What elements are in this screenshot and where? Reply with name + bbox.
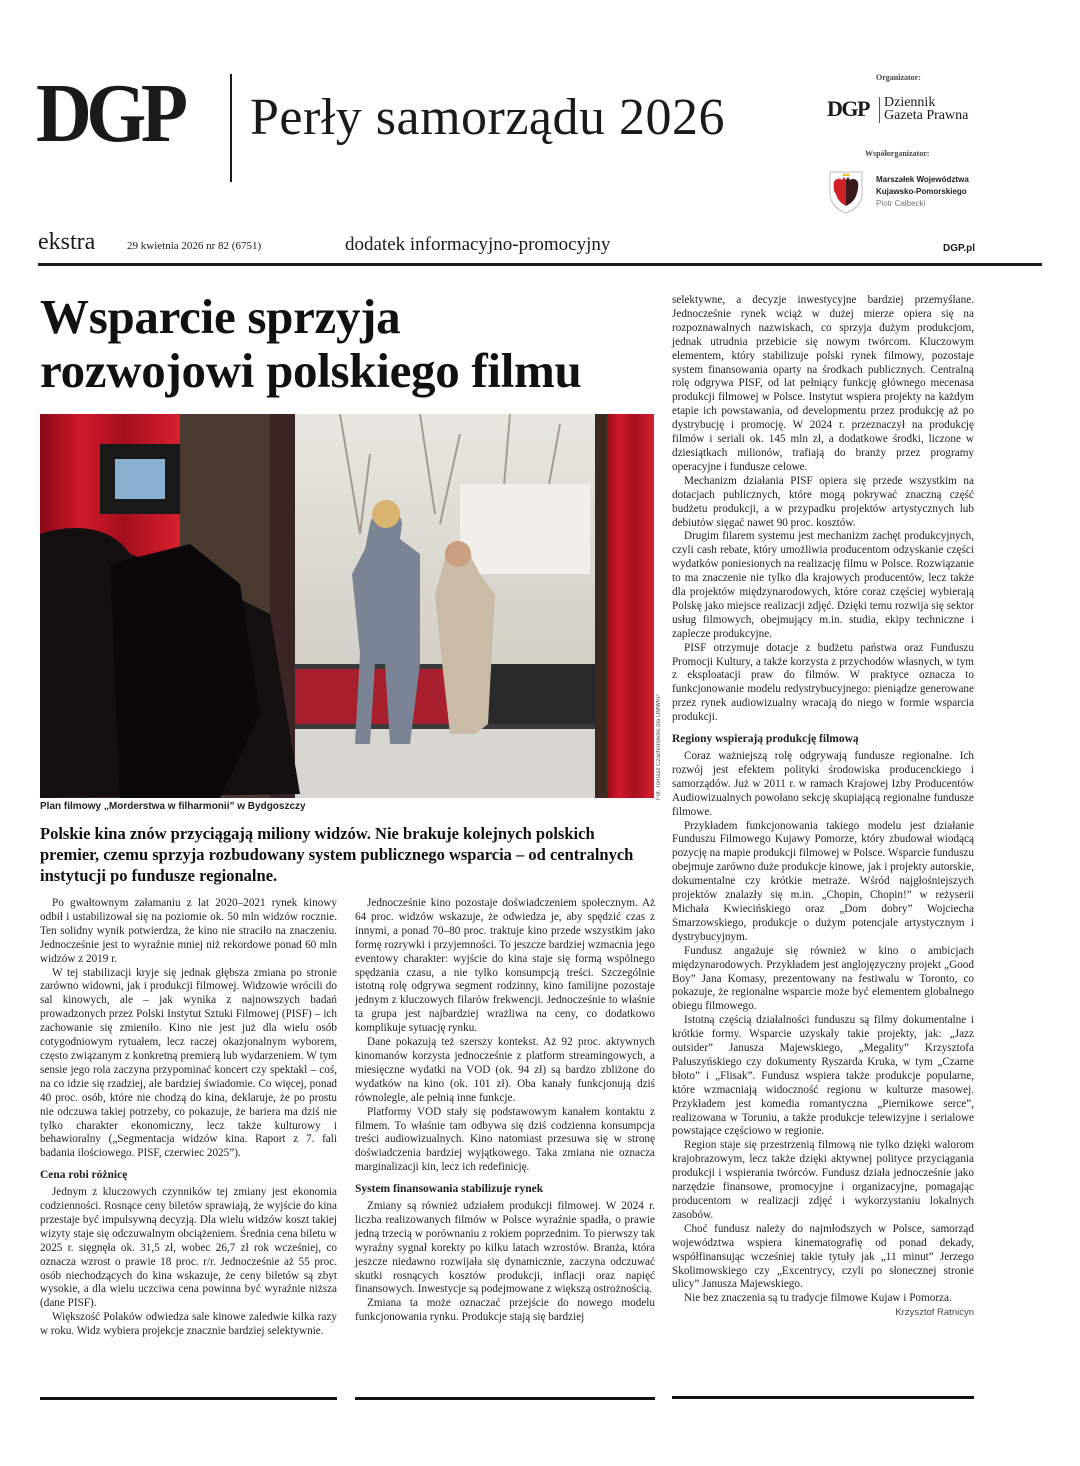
column-end-rule	[40, 1397, 337, 1400]
photo-caption: Plan filmowy „Morderstwa w filharmonii” w Bydgoszczy	[40, 801, 306, 812]
masthead-divider	[230, 74, 232, 182]
coorganizer-person: Piotr Całbecki	[876, 199, 926, 208]
organizer-name	[884, 96, 968, 122]
closing-text: Nie bez znaczenia są tu tradycje filmowe Kujaw i Pomorza.	[684, 1292, 952, 1305]
article-column-2	[355, 897, 655, 1325]
headline-line1: Wsparcie sprzyja	[40, 289, 401, 344]
paragraph: Jednym z kluczowych czynników tej zmiany jest ekonomia codzienności. Rosnące ceny biletów sprawiają, że wyjście do kina przestaje być impulsywną decyzją. Dla wielu widzów koszt takiej wizyty staje się odczuwalnym obciążeniem. Średnia cena biletu w 2025 r. sięgnęła ok. 31,5 zł, wobec 26,7 zł rok wcześniej, co oznacza wzrost o prawie 18 proc. r/r. Jednocześnie aż 55 proc. osób niechodzących do kina wskazuje, że ceny biletów są zbyt wysokie, a dla wielu uczciwa cena powinna być wyraźnie niższa (dane PISF).	[40, 1186, 337, 1310]
coorganizer-name	[876, 174, 969, 210]
column-end-rule	[672, 1396, 974, 1399]
paragraph: Istotną częścią działalności funduszu są filmy dokumentalne i krótkie formy. Wsparcie uzyskały takie projekty, jak: „Jazz outsider” Janusza Majewskiego, „Megality” Krzysztofa Paluszyńskiego czy dokumenty Ryszarda Kruka, w tym „Czarne błoto” i „Flisak”. Fundusz wspiera także produkcje popularne, które wzmacniają widoczność regionu w kulturze masowej. Przykładem jest komedia romantyczna „Piernikowe serce”, realizowana w Toruniu, a także produkcje telewizyjne i serialowe powstające częściowo w regionie.	[672, 1014, 974, 1138]
paragraph: Zmiana ta może oznaczać przejście do nowego modelu funkcjonowania rynku. Produkcje stają się bardziej	[355, 1297, 655, 1324]
folio-divider	[38, 263, 1042, 266]
section-label: ekstra	[38, 229, 96, 255]
paragraph: PISF otrzymuje dotacje z budżetu państwa oraz Funduszu Promocji Kultury, a także korzysta z przychodów własnych, w tym z eksploatacji praw do filmów. W praktyce oznacza to funkcjonowanie modelu redystrybucyjnego: pieniądze generowane przez rynek audiowizualny wracają do niego w formie wsparcia produkcji.	[672, 641, 974, 724]
article-lead: Polskie kina znów przyciągają miliony widzów. Nie brakuje kolejnych polskich premier, czemu sprzyja rozbudowany system publicznego wsparcia – od centralnych instytucji po fundusze regionalne.	[40, 824, 634, 885]
site-link[interactable]: DGP.pl	[943, 243, 976, 254]
paragraph: selektywne, a decyzje inwestycyjne bardziej przemyślane. Jednocześnie rynek wciąż w dużej mierze opiera się na rozpoznawalnych nazwiskach, co sprzyja dużym produkcjom, jednak utrudnia przebicie się nowym twórcom. Kluczowym elementem, który stabilizuje polski rynek filmowy, pozostaje system finansowania oparty na środkach publicznych. Centralną rolę odgrywa PISF, od lat pełniący funkcję głównego mecenasa produkcji filmowej w Polsce. Instytut wspiera projekty na każdym etapie ich powstawania, od developmentu przez produkcję aż po dystrybucję i promocję. W 2024 r. przeznaczył na produkcję filmów i seriali ok. 145 mln zł, a dodatkowe środki, liczone w dziesiątkach milionów, trafiają do branży przez programy operacyjne i fundusze celowe.	[672, 294, 974, 473]
coat-of-arms-icon	[828, 170, 864, 214]
article-photo	[40, 414, 654, 798]
paragraph	[672, 1292, 974, 1319]
subheading-price: Cena robi różnicę	[40, 1169, 128, 1182]
dgp-logo: DGP	[36, 67, 183, 160]
photo-credit: Fot. Tomasz Czachorowski dla UMWKP	[656, 694, 662, 800]
paragraph: Zmiany są również udziałem produkcji filmowej. W 2024 r. liczba realizowanych filmów w Polsce wyraźnie spadła, o prawie jedną trzecią w porównaniu z rokiem poprzednim. To pierwszy tak wyraźny sygnał korekty po kilku latach wzrostów. Branża, która jeszcze niedawno rozwijała się dynamicznie, zaczyna odczuwać skutki rosnących kosztów produkcji, inflacji oraz napięć finansowych. Inwestycje są podejmowane z większą ostrożnością.	[355, 1200, 655, 1296]
paragraph: Dane pokazują też szerszy kontekst. Aż 92 proc. aktywnych kinomanów korzysta jednocześnie z platform streamingowych, a miesięczne wydatki na VOD (ok. 94 zł) są bardzo zbliżone do wydatków na kino (ok. 101 zł). Oba kanały funkcjonują dziś równolegle, ale pełnią inne funkcje.	[355, 1036, 655, 1104]
organizer-logo-divider	[879, 97, 880, 123]
supplement-type: dodatek informacyjno-promocyjny	[345, 234, 611, 255]
article-column-1	[40, 897, 337, 1339]
paragraph: Drugim filarem systemu jest mechanizm zachęt produkcyjnych, czyli cash rebate, który umożliwia producentom odzyskanie części wydatków poniesionych na realizację filmu w Polsce. Rozwiązanie to ma znaczenie nie tylko dla krajowych producentów, lecz także dla projektów międzynarodowych, które coraz częściej wybierają Polskę jako miejsce realizacji zdjęć. Dzięki temu rozwija się sektor usług filmowych, obejmujący m.in. studia, ekipy techniczne i zaplecze produkcyjne.	[672, 530, 974, 640]
paragraph: Mechanizm działania PISF opiera się przede wszystkim na dotacjach publicznych, które mogą pokrywać znaczną część budżetu produkcji, a w przypadku projektów artystycznych lub debiutów sięgać nawet 90 proc. kosztów.	[672, 474, 974, 529]
paragraph: Platformy VOD stały się podstawowym kanałem kontaktu z filmem. To właśnie tam odbywa się dziś codzienna konsumpcja treści audiowizualnych. Kino natomiast przesuwa się w stronę doświadczenia bardziej wyjątkowego. Taka zmiana nie oznacza marginalizacji kin, lecz ich redefinicję.	[355, 1105, 655, 1174]
paragraph: Coraz ważniejszą rolę odgrywają fundusze regionalne. Ich rozwój jest efektem polityki środowiska producenckiego i samorządów. Już w 2011 r. w ramach Krajowej Izby Producentów Audiowizualnych powołano sekcję skupiającą regionalne fundusze filmowe.	[672, 750, 974, 818]
author-byline: Krzysztof Ratnicyn	[895, 1307, 974, 1319]
paragraph: Choć fundusz należy do najmłodszych w Polsce, samorząd województwa wspiera kinematografię od ponad dekady, współfinansując wcześniej takie tytuły jak „11 minut” Jerzego Skolimowskiego czy „Excentrycy, czyli po słonecznej stronie ulicy” Janusza Majewskiego.	[672, 1222, 974, 1291]
article-column-3	[672, 294, 974, 1320]
organizer-name-line2: Gazeta Prawna	[884, 108, 969, 123]
coorganizer-line2: Kujawsko-Pomorskiego	[876, 187, 967, 196]
headline-line2: rozwojowi polskiego filmu	[40, 343, 582, 398]
coorganizer-label: Współorganizator:	[865, 149, 930, 158]
paragraph: W tej stabilizacji kryje się jednak głębsza zmiana po stronie zarówno widowni, jak i produkcji filmowej. Widzowie wrócili do sal kinowych, ale – jak wynika z najnowszych badań prowadzonych przez Polski Instytut Sztuki Filmowej (PISF) – ich zachowanie się zmieniło. Kino nie jest już dla wielu osób cotygodniowym rytuałem, lecz raczej okazjonalnym wyborem, często związanym z konkretną premierą lub wydarzeniem. W tym sensie jego rola zaczyna przypominać koncert czy spektakl – coś, na co idzie się rzadziej, ale bardziej świadomie. Co więcej, ponad 40 proc. osób, które nie chodzą do kina, deklaruje, że po prostu nie odczuwa takiej potrzeby, co pokazuje, że bariera ma dziś nie tylko charakter ekonomiczny, lecz także kulturowy i behawioralny („Segmentacja widzów kina. Raport z 7. fali badania ilościowego. PISF, czerwiec 2025”).	[40, 966, 337, 1160]
coorganizer-line1: Marszałek Województwa	[876, 175, 969, 184]
organizer-label: Organizator:	[876, 73, 921, 82]
organizer-name-line1: Dziennik	[884, 95, 936, 110]
subheading-regions: Regiony wspierają produkcję filmową	[672, 733, 859, 746]
paragraph: Fundusz angażuje się również w kino o ambicjach międzynarodowych. Przykładem jest anglojęzyczny projekt „Good Boy” Jana Komasy, prezentowany na festiwalu w Toronto, co pokazuje, że regionalne wsparcie może być elementem globalnego obiegu filmowego.	[672, 944, 974, 1013]
issue-date: 29 kwietnia 2026 nr 82 (6751)	[127, 240, 262, 252]
paragraph: Większość Polaków odwiedza sale kinowe zaledwie kilka razy w roku. Widz wybiera projekcje znacznie bardziej selektywnie.	[40, 1311, 337, 1338]
supplement-title: Perły samorządu 2026	[250, 89, 726, 146]
subheading-financing: System finansowania stabilizuje rynek	[355, 1183, 544, 1196]
paragraph: Jednocześnie kino pozostaje doświadczeniem społecznym. Aż 64 proc. widzów wskazuje, że odwiedza je, aby spędzić czas z innymi, a ponad 70–80 proc. traktuje kino przede wszystkim jako formę rozrywki i przyjemności. To jeszcze bardziej wzmacnia jego eventowy charakter: wyjście do kina staje się formą wspólnego spędzania czasu, a nie tylko konsumpcją treści. Szczególnie istotną rolę odgrywa segment rodzinny, kino familijne pozostaje jednym z kluczowych filarów frekwencji. Jednocześnie to właśnie ta grupa jest najbardziej wrażliwa na ceny, co dodatkowo komplikuje sytuację rynku.	[355, 897, 656, 1035]
column-end-rule	[355, 1397, 655, 1400]
organizer-dgp-logo: DGP	[827, 96, 869, 121]
paragraph: Przykładem funkcjonowania takiego modelu jest działanie Funduszu Filmowego Kujawy Pomorze, który zbudował wiodącą pozycję na mapie produkcji filmowej w Polsce. Wsparcie funduszu obejmuje zarówno duże produkcje kinowe, jak i projekty autorskie, dokumentalne czy krótkie metraże. Wśród najgłośniejszych projektów znalazły się m.in. „Chopin, Chopin!” w reżyserii Michała Kwiecińskiego oraz „Dom dobry” Wojciecha Smarzowskiego, produkcje o dużym potencjale artystycznym i dystrybucyjnym.	[672, 819, 974, 943]
paragraph: Region staje się przestrzenią filmową nie tylko dzięki walorom krajobrazowym, lecz także dzięki aktywnej polityce przyciągania produkcji i wspierania twórców. Fundusz działa jednocześnie jako narzędzie finansowe, promocyjne i organizacyjne, pomagając producentom w realizacji zdjęć i wykorzystaniu lokalnych zasobów.	[672, 1139, 974, 1221]
article-headline	[40, 290, 650, 398]
paragraph: Po gwałtownym załamaniu z lat 2020–2021 rynek kinowy odbił i ustabilizował się na poziomie ok. 50 mln widzów rocznie. Ten solidny wynik potwierdza, że kino nie straciło na znaczeniu. Jednocześnie jest to wyraźnie mniej niż rekordowe ponad 60 mln widzów z 2019 r.	[40, 897, 337, 965]
